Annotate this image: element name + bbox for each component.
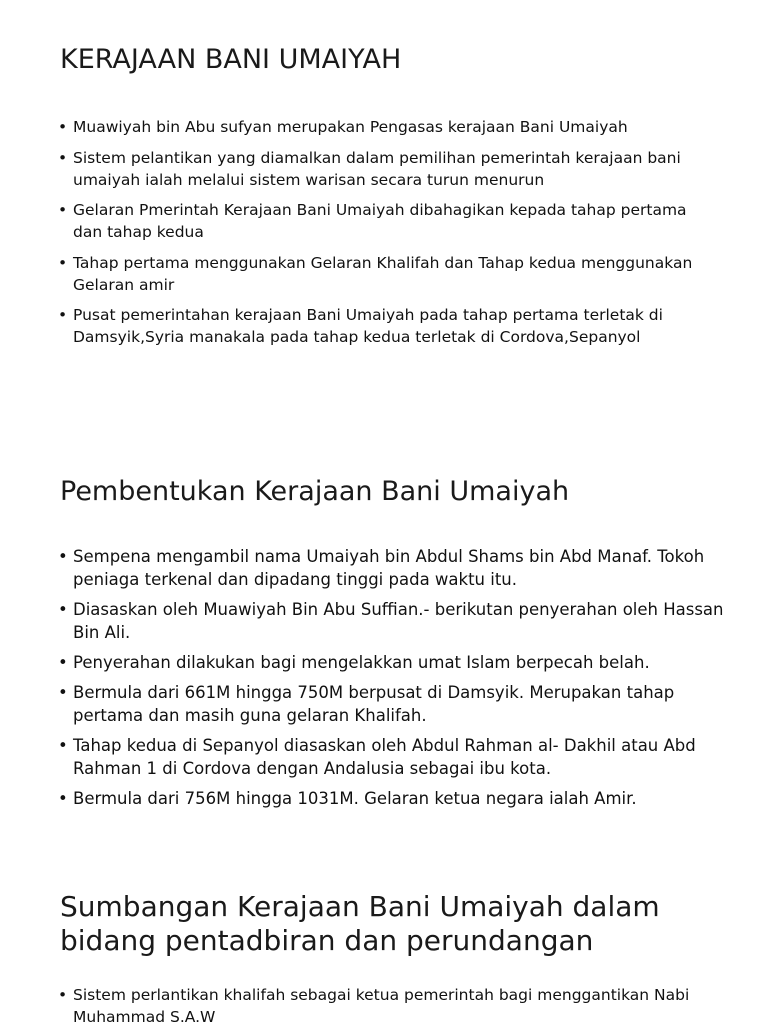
bullet-text: Penyerahan dilakukan bagi mengelakkan umat Islam berpecah belah. bbox=[73, 653, 650, 672]
bullet-list bbox=[58, 545, 738, 817]
bullet-item bbox=[58, 651, 738, 674]
bullet-item bbox=[58, 199, 718, 243]
bullet-list bbox=[58, 984, 738, 1028]
bullet-text: Sempena mengambil nama Umaiyah bin Abdul Shams bin Abd Manaf. Tokoh peniaga terkenal dan dipadang tinggi pada waktu itu. bbox=[73, 547, 705, 589]
slide-title: Pembentukan Kerajaan Bani Umaiyah bbox=[60, 476, 570, 507]
bullet-item bbox=[58, 147, 718, 191]
bullet-text: Pusat pemerintahan kerajaan Bani Umaiyah pada tahap pertama terletak di Damsyik,Syria manakala pada tahap kedua terletak di Cordova,Sepanyol bbox=[73, 306, 663, 346]
slide-title: Sumbangan Kerajaan Bani Umaiyah dalam bidang pentadbiran dan perundangan bbox=[60, 890, 660, 958]
bullet-text: Diasaskan oleh Muawiyah Bin Abu Suffian.- berikutan penyerahan oleh Hassan Bin Ali. bbox=[73, 600, 724, 642]
bullet-text: Bermula dari 756M hingga 1031M. Gelaran ketua negara ialah Amir. bbox=[73, 789, 637, 808]
bullet-item bbox=[58, 734, 738, 780]
bullet-item bbox=[58, 545, 738, 591]
bullet-item bbox=[58, 681, 738, 727]
bullet-list bbox=[58, 116, 718, 357]
bullet-item bbox=[58, 116, 718, 138]
bullet-text: Sistem pelantikan yang diamalkan dalam pemilihan pemerintah kerajaan bani umaiyah ialah melalui sistem warisan secara turun menurun bbox=[73, 148, 681, 189]
bullet-item bbox=[58, 304, 718, 348]
bullet-item bbox=[58, 787, 738, 810]
bullet-item bbox=[58, 984, 738, 1028]
bullet-text: Gelaran Pmerintah Kerajaan Bani Umaiyah dibahagikan kepada tahap pertama dan tahap kedua bbox=[73, 201, 687, 241]
bullet-text: Bermula dari 661M hingga 750M berpusat di Damsyik. Merupakan tahap pertama dan masih guna gelaran Khalifah. bbox=[73, 683, 675, 725]
bullet-text: Muawiyah bin Abu sufyan merupakan Pengasas kerajaan Bani Umaiyah bbox=[73, 118, 628, 136]
bullet-text: Tahap pertama menggunakan Gelaran Khalifah dan Tahap kedua menggunakan Gelaran amir bbox=[73, 253, 693, 294]
slide-title: KERAJAAN BANI UMAIYAH bbox=[60, 44, 402, 75]
bullet-item bbox=[58, 598, 738, 644]
bullet-item bbox=[58, 252, 718, 296]
bullet-text: Tahap kedua di Sepanyol diasaskan oleh Abdul Rahman al- Dakhil atau Abd Rahman 1 di Cordova dengan Andalusia sebagai ibu kota. bbox=[73, 736, 696, 778]
bullet-text: Sistem perlantikan khalifah sebagai ketua pemerintah bagi menggantikan Nabi Muhammad S.A.W bbox=[73, 986, 690, 1026]
